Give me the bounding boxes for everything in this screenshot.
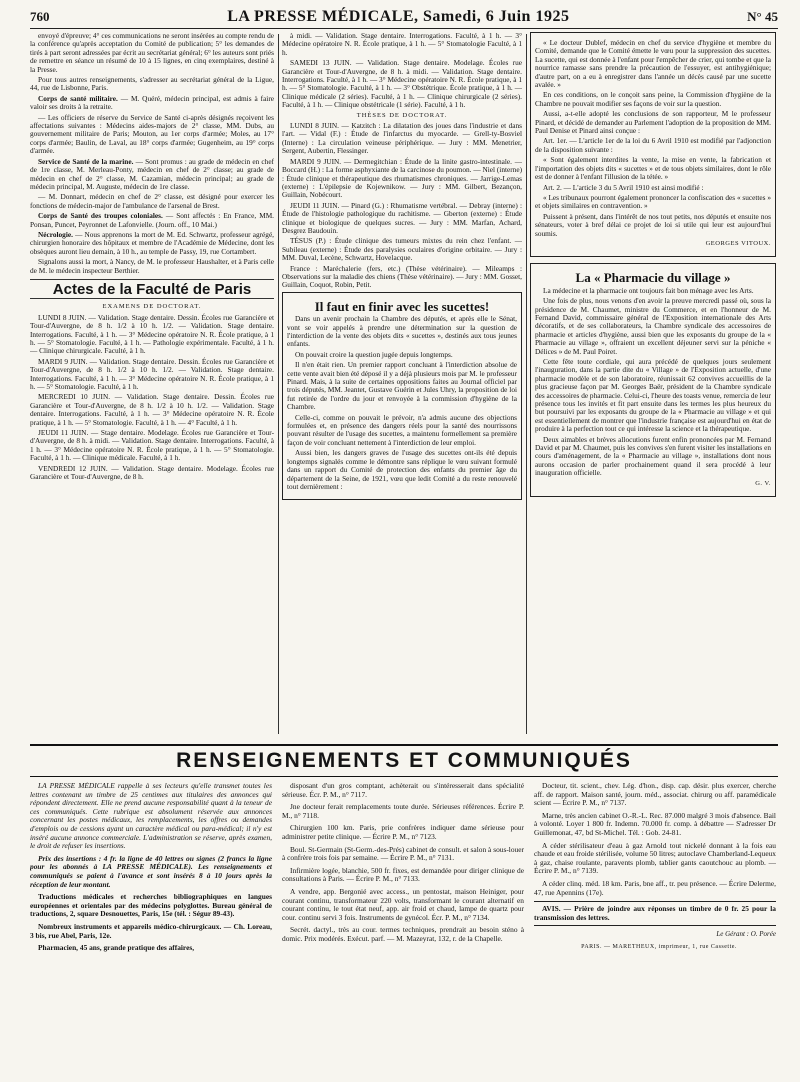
paragraph: JEUDI 11 JUIN. — Stage dentaire. Modelage. Écoles rue Garancière et Tour-d'Auvergne, de 8 h. à midi. — Validation. Stage dentaire. Interrogations. Faculté, à 1 h. — 3° Médecine opératoire N. R. École pratique, à 1 h. — 5° Stomatologie. Faculté, à 1 h. — Clinique médicale. Faculté, à 1 h. — [30, 428, 274, 463]
paragraph: — Les officiers de réserve du Service de Santé ci-après désignés reçoivent les affectations suivantes : Médecins aides-majors de 2° classe, MM. Dubs, au gouvernement militaire de Paris; Mouton, au 1er corps d'armée; Moles, au 17° corps d'armée; Baulin, de Laval, au 18° corps d'armée; Gugenheim, au 19° corps d'armée. — [30, 112, 274, 156]
paragraph: — Sont affectés : En France, MM. Ponsan, Puncet, Peyronnet de Lafonvielle. (Journ. off., 10 Mai.) — [30, 211, 274, 229]
paragraph: JEUDI 11 JUIN. — Pinard (G.) : Rhumatisme vertébral. — Debray (interne) : Étude de l'histologie pathologique du rachitisme. — Gberton (externe) : Étude clinique et biologique de quelques sucres. — Jury : MM. Marfan, Achard, Desgrez Baudouin. — [282, 200, 522, 235]
classified-ad: A céder clinq. méd. 18 km. Paris, bne aff., tr. peu présence. — Écrire Delerme, 47, rue Apennins (17e). — [534, 878, 776, 897]
article-title: La « Pharmacie du village » — [575, 270, 731, 286]
classified-ad: Secrét. dactyl., très au cour. termes techniques, prendrait au besoin sténo à domic. Prix modérés. Exécut. parf. — M. Mazeyrat, 132, r. de la Chapelle. — [282, 925, 524, 943]
classified-ad: Docteur, tit. scient., chev. Lég. d'hon., disp. cap. désir. plus exercer, cherche aff. de rapport. Maison santé, journ. méd., associat. chirurg ou aff. paramédicale scient — Écrire P. M., n° 7137. — [534, 782, 776, 808]
paragraph: LA PRESSE MÉDICALE rappelle à ses lecteurs qu'elle transmet toutes les lettres contenant un timbre de 25 centimes aux titulaires des annonces qui répondent directement. Elle ne prend aucune responsabilité quant à la teneur de ces communiqués. Cette rubrique est absolument réservée aux annonces concernant les postes médicaux, les remplacements, les offres ou demandes d'emplois ou de cessions ayant un caractère médical ou para-médical; il n'y est inséré aucune annonce commerciale. L'administration se réserve, après examen, le droit de refuser les insertions. — [30, 782, 272, 851]
paragraph: Une fois de plus, nous venons d'en avoir la preuve mercredi passé où, sous la présidence de M. Chaumet, ministre du Commerce, et en l'honneur de M. Fernand David, commissaire général de l'Exposition internationale des Arts décoratifs, et de ses collaborateurs, la Chambre syndicale des accessoires de pharmacie et articles d'hygiène, aussi bien que les exposants du groupe de la « Pharmacie au village », offraient un excellent déjeuner servi sur la péniche « Délices » de M. Paul Poiret. — [535, 296, 771, 356]
section-heading: Corps de Santé des troupes coloniales. — [38, 211, 163, 221]
renseignements-title: RENSEIGNEMENTS ET COMMUNIQUÉS — [30, 744, 778, 777]
paragraph: — M. Quéré, médecin principal, est admis à faire valoir ses droits à la retraite. — [30, 93, 274, 112]
paragraph: « Sont également interdites la vente, la mise en vente, la fabrication et l'importation des objets dits « sucettes » et de tous objets similaires, dont le rôle est de donner à l'enfant l'illusion de la tétée. » — [535, 155, 771, 182]
paragraph: Dans un avenir prochain la Chambre des députés, et après elle le Sénat, vont se voir appelés à prendre une détermination sur la question de l'interdiction de la vente des objets dits « sucettes », destinés aux tous jeunes enfants. — [287, 314, 517, 349]
gerant-line: Le Gérant : O. Porée — [716, 930, 776, 939]
paragraph: « Les tribunaux pourront également prononcer la confiscation des « sucettes » et objets similaires en contravention. » — [535, 192, 771, 211]
paragraph: Signalons aussi la mort, à Nancy, de M. le professeur Haushalter, et à Paris celle de M. le médecin inspecteur Berthier. — [30, 257, 274, 275]
paragraph: France : Maréchalerie (fers, etc.) (Thèse vétérinaire). — Mileamps : Observations sur la maladie des chiens (Thèse vétérinaire). — Jury : MM. Gosset, Guillain, Coquot, Robin, Petit. — [282, 263, 522, 290]
classified-ad: A vendre, app. Bergonié avec access., un pentostat, maison Heiniger, pour courant continu, transformateur 220 volts, transformant le courant alternatif en courant continu, le tout état neuf, app. air froid et chaud, lampe de quartz pour cour. continu servi 3 fois. Instruments de gynécol. Écr. P. M., n° 7134. — [282, 886, 524, 922]
paragraph: La médecine et la pharmacie ont toujours fait bon ménage avec les Arts. — [543, 285, 754, 295]
paragraph: MERCREDI 10 JUIN. — Validation. Stage dentaire. Dessin. Écoles rue Garancière et Tour-d'Auvergne, de 8 h. 1/2 à 10 h. 1/2. — Validation. Stage dentaire. Interrogations. Faculté, à 1 h. — 3° Médecine opératoire N. R. École pratique, à 1 h. — 5° Stomatologie. Faculté, à 1 h. — 4° Faculté, à 1 h. — [30, 392, 274, 427]
journal-title: LA PRESSE MÉDICALE, Samedi, 6 Juin 1925 — [227, 8, 570, 25]
classified-ad: Boul. St-Germain (St-Germ.-des-Prés) cabinet de consult. et salon à sous-louer à confrère trois fois par semaine. — Écrire P. M., n° 7131. — [282, 844, 524, 863]
classified-ad: Chirurgien 100 km. Paris, prie confrères indiquer dame sérieuse pour administrer petite clinique. — Écrire P. M., n° 7123. — [282, 823, 524, 841]
classified-ad: Marne, très ancien cabinet O.-R.-L. Rec. 87.000 malgré 3 mois d'absence. Bail à volonté. Loyer 1 800 fr. Indemn. 70.000 fr. comp. à débattre — S'adresser Dr Guillemonat, 47, bd St-Michel. Tél. : Gob. 24-81. — [534, 810, 776, 837]
subheading: THÈSES DE DOCTORAT. — [356, 111, 448, 119]
paragraph: LUNDI 8 JUIN. — Katzitch : La dilatation des joues dans l'industrie et dans l'art. — Vidal (F.) : Étude de l'infarctus du myocarde. — Grell-ty-Bosviel (Interne) : La circulation veineuse périphérique. — Jury : MM. Menetrier, Sergent, Aubertin, Flessinger. — [282, 121, 522, 156]
section-heading: Nécrologie. — [38, 229, 73, 239]
column-1 — [30, 32, 274, 740]
classified-ad: A céder stérilisateur d'eau à gaz Arnold tout nickelé donnant à la fois eau chaude et eau froide stérilisée, volume 50 litres; autoclave Chamberland-Lequeux à gaz, chaise roulante, paravents plomb, tablier gants caoutchouc au plomb. — Écrire P. M., n° 7139. — [534, 840, 776, 876]
classifieds-column-3 — [534, 782, 776, 1072]
paragraph: TÉSUS (P.) : Étude clinique des tumeurs mixtes du rein chez l'enfant. — Subileau (externe) : Étude des paralysies oculaires d'origine orbitaire. — Jury : MM. Duval, Lecène, Schwartz, Hovelacque. — [282, 236, 522, 263]
paragraph: envoyé d'épreuve; 4° ces communications ne seront insérées au compte rendu de la conférence qu'après acceptation du Comité de publication; 5° les demandes de tirés à part seront adressées par écrit au secrétariat général; 6° les auteurs sont priés de remettre en séance un résumé de 10 à 15 lignes, en cinq exemplaires, destiné à la Presse. — [30, 32, 274, 74]
column-2 — [282, 32, 522, 740]
section-heading: Corps de santé militaire. — [38, 93, 118, 103]
author-signature: G. V. — [755, 479, 771, 487]
paragraph: En ces conditions, on le conçoit sans peine, la Commission d'hygiène de la Chambre ne pouvait modifier ses façons de voir sur la question. — [535, 90, 771, 108]
classifieds-columns — [30, 782, 778, 1072]
paragraph: — Sont promus : au grade de médecin en chef de 1re classe, M. Merleau-Ponty, médecin en chef de 2° classe; au grade de médecin en chef de 2° classe, M. Cazamian, médecin principal; au grade de médecin principal, M. Auguste, médecin de 1re classe. — [30, 156, 274, 191]
classifieds-column-2 — [282, 782, 524, 1072]
printer-line: PARIS. — MARETHEUX, imprimeur, 1, rue Cassette. — [581, 943, 737, 950]
sucettes-article-continued — [530, 32, 776, 257]
paragraph: Il n'en était rien. Un premier rapport concluant à l'interdiction absolue de cette vente avait bien été déposé il y a déjà plusieurs mois par M. le professeur Pinard. Mais, à la suite de certaines oppositions faites au Journal officiel par trois députés, MM. Jeantet, Gustave Guérin et Jules Uhry, la proposition de loi fut retirée de l'ordre du jour et renvoyée à la commission d'hygiène de la Chambre. — [287, 360, 517, 412]
issue-number: N° 45 — [747, 9, 778, 24]
paragraph: Pour tous autres renseignements, s'adresser au secrétariat général de la Ligue, 44, rue de Lisbonne, Paris. — [30, 75, 274, 93]
section-heading: Service de Santé de la marine. — [38, 156, 134, 166]
avis-notice: AVIS. — Prière de joindre aux réponses un timbre de 0 fr. 25 pour la transmission des lettres. — [534, 901, 776, 926]
paragraph: LUNDI 8 JUIN. — Validation. Stage dentaire. Dessin. Écoles rue Garancière et Tour-d'Auvergne, de 8 h. 1/2 à 10 h. 1/2. — Validation. Stage dentaire. Interrogations. Faculté, à 1 h. — 3° Médecine opératoire N. R. École pratique, à 1 h. — 5° Stomatologie. Faculté, à 1 h. — Pathologie expérimentale. Faculté, à 1 h. — Clinique chirurgicale. Faculté, à 1 h. — [30, 312, 274, 356]
paragraph: SAMEDI 13 JUIN. — Validation. Stage dentaire. Modelage. Écoles rue Garancière et Tour-d'Auvergne, de 8 h. à midi. — Validation. Stage dentaire. Interrogations. Faculté, à 1 h. — 3° Médecine opératoire N. R. École pratique, à 1 h. — 5° Stomatologie. Faculté, à 1 h. — 3° Obstétrique. École pratique, à 1 h. — Clinique médicale (2 séries). Faculté, à 1 h. — Clinique chirurgicale (2 séries). Faculté, à 1 h. — Clinique obstétricale (1 série). Faculté, à 1 h. — [282, 58, 522, 110]
paragraph: — M. Donnart, médecin en chef de 2° classe, est désigné pour exercer les fonctions de médecin-major de l'ambulance de l'arsenal de Brest. — [30, 192, 274, 210]
author-signature: GEORGES VITOUX. — [705, 239, 771, 247]
sucettes-article — [282, 292, 522, 501]
paragraph: MARDI 9 JUIN. — Dermegitchian : Étude de la linite gastro-intestinale. — Boccard (H.) : La forme asphyxiante de la carcinose du poumon. — Niel (interne) : Étude clinique et thérapeutique des rhumatismes chroniques. — Jarrige-Lemas (externe) : L'épilepsie de Kojewnikow. — Jury : MM. Gilbert, Bezançon, Guillain, Nobécourt. — [282, 156, 522, 200]
column-3 — [530, 32, 776, 740]
paragraph: Prix des insertions : 4 fr. la ligne de 40 lettres ou signes (2 francs la ligne pour les abonnés à LA PRESSE MÉDICALE). Les renseignements et communiqués se paient à l'avance et sont insérés 8 à 10 jours après la réception de leur montant. — [30, 853, 272, 889]
paragraph: Deux aimables et brèves allocutions furent enfin prononcées par M. Fernand David et par M. Chaumet, puis les convives s'en furent visiter les installations en cours d'aménagement, de la « Pharmacie au village », installations dont nous aurons occasion de parler prochainement quand il sera procédé à leur inauguration officielle. — [535, 434, 771, 478]
classified-ad: Jne docteur ferait remplacements toute durée. Sérieuses références. Écrire P. M., n° 7118. — [282, 802, 524, 820]
classified-ad: Infirmière logée, blanchie, 500 fr. fixes, est demandée pour diriger clinique de consultations à Paris. — Écrire P. M., n° 7133. — [282, 865, 524, 884]
classified-ad: disposant d'un gros comptant, achèterait ou s'intéresserait dans spécialité sérieuse. Écr. P. M., n° 7117. — [282, 782, 524, 799]
paragraph: Cette fête toute cordiale, qui aura précédé de quelques jours seulement l'inauguration, dans la partie dite du « Village » de l'Exposition actuelle, d'une pharmacie modèle et de son laboratoire, réunissait 62 convives accueillis de la plus gracieuse façon par M. Georges Baër, président de la Chambre syndicale des accessoires de pharmacie. Celui-ci, l'heure des toasts venue, remercia de leur présence tous les invités et fit part ensuite dans les termes les plus heureux du but poursuivi par les exposants du groupe de la « Pharmacie au village » et qui est essentiellement de montrer que l'industrie française est aujourd'hui en état de produire à la perfection tout ce qui intéresse la science et la thérapeutique. — [535, 357, 771, 434]
paragraph: — Nous apprenons la mort de M. Ed. Schwartz, professeur agrégé, chirurgien honoraire des hôpitaux et membre de l'Académie de Médecine, dont les obsèques auront lieu demain, à 10 h., au temple de Passy, 19, rue Cortambert. — [30, 229, 274, 256]
paragraph: Art. 1er. — L'article 1er de la loi du 6 Avril 1910 est modifié par l'adjonction de la disposition suivante : — [535, 136, 771, 154]
classified-ad: Nombreux instruments et appareils médico-chirurgicaux. — Ch. Loreau, 3 bis, rue Abel, Paris, 12e. — [30, 921, 272, 940]
paragraph: Art. 2. — L'article 3 du 5 Avril 1910 est ainsi modifié : — [543, 182, 704, 192]
paragraph: VENDREDI 12 JUIN. — Validation. Stage dentaire. Modelage. Écoles rue Garancière et Tour-d'Auvergne, de 8 h. — [30, 463, 274, 482]
actes-title: Actes de la Faculté de Paris — [30, 279, 274, 299]
paragraph: Puissent à présent, dans l'intérêt de nos tout petits, nos députés et ensuite nos sénateurs, voter à bref délai ce projet de loi si utile qui leur est aujourd'hui soumis. — [535, 211, 771, 238]
classifieds-column-1 — [30, 782, 272, 1072]
paragraph: Aussi bien, les dangers graves de l'usage des sucettes ont-ils été depuis longtemps signalés comme le démontre sans réplique le vœu suivant formulé dans un rapport du Comité de protection des enfants du premier âge du département de la Seine, de 1921, vœu que ledit Comité a du reste renouvelé tout dernièrement : — [287, 448, 517, 491]
paragraph: Celle-ci, comme on pouvait le prévoir, n'a admis aucune des objections formulées et, en présence des dangers réels pour la santé des nourrissons pouvant résulter de l'usage des sucettes, a maintenu formellement sa première façon de voir concluant nettement à l'interdiction de leur emploi. — [287, 412, 517, 447]
page-header — [30, 6, 778, 29]
subheading: EXAMENS DE DOCTORAT. — [102, 303, 202, 311]
paragraph: Aussi, a-t-elle adopté les conclusions de son rapporteur, M le professeur Pinard, et décidé de demander au Parlement l'adoption de la proposition de MM. Paul Denise et Pinard ainsi conçue : — [535, 109, 771, 136]
page-number: 760 — [30, 9, 50, 24]
pharmacie-article — [530, 263, 776, 497]
paragraph: à midi. — Validation. Stage dentaire. Interrogations. Faculté, à 1 h. — 3° Médecine opératoire N. R. École pratique, à 1 h. — 5° Stomatologie Faculté, à 1 h. — [282, 32, 522, 57]
paragraph: MARDI 9 JUIN. — Validation. Stage dentaire. Dessin. Écoles rue Garancière et Tour-d'Auvergne, de 8 h. 1/2 à 10 h. 1/2. — Validation. Stage dentaire. Interrogations. Faculté, à 1 h. — 3° Médecine opératoire N. R. École pratique, à 1 h. — 5° Stomatologie. Faculté, à 1 h. — [30, 356, 274, 392]
classified-ad: Pharmacien, 45 ans, grande pratique des affaires, — [38, 943, 195, 953]
article-title: Il faut en finir avec les sucettes! — [314, 298, 490, 314]
classified-ad: Traductions médicales et recherches bibliographiques en langues européennes et orientales par des médecins polyglottes. Bureau général de traductions, 2, square Desnouettes, Paris, 15e (tél. : Ségur 89-43). — [30, 892, 272, 919]
paragraph: On pouvait croire la question jugée depuis longtemps. — [295, 349, 453, 359]
paragraph: « Le docteur Dublef, médecin en chef du service d'hygiène et membre du Comité, demande que le Comité émette le vœu pour la suppression des sucettes. La sucette, qui est donnée à l'enfant pour l'empêcher de crier, qui tombe et que la nourrice ramasse sans prendre la précaution de l'essuyer, est antihygiénique; d'autre part, on a eu à enregistrer dans l'année un décès causé par une sucette avalée. » — [535, 38, 771, 90]
upper-columns — [30, 32, 778, 740]
